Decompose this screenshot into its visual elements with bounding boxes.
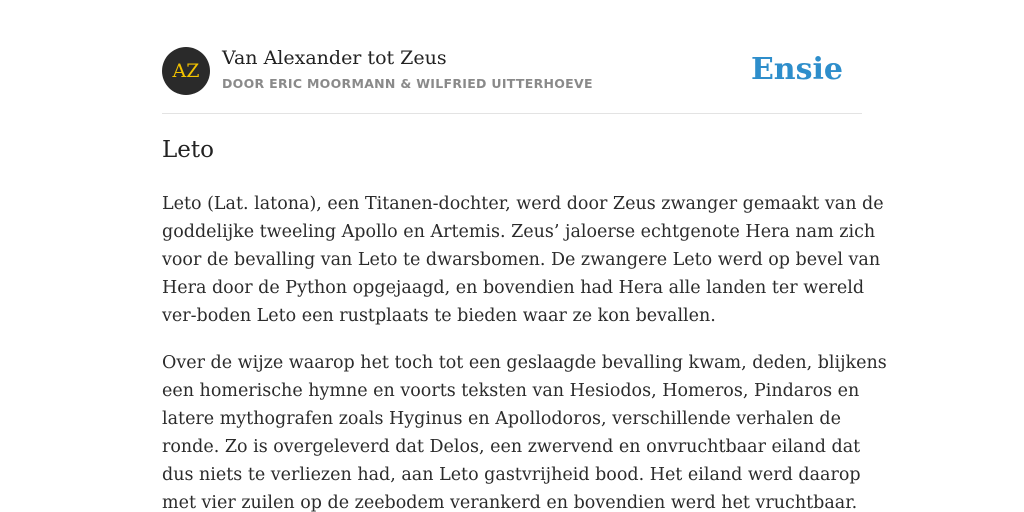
text-line: voor de bevalling van Leto te dwarsbomen. De zwangere Leto werd op bevel van bbox=[162, 250, 881, 270]
text-line: goddelijke tweeling Apollo en Artemis. Zeus’ jaloerse echtgenote Hera nam zich bbox=[162, 222, 876, 242]
text-line: ver-boden Leto een rustplaats te bieden waar ze kon bevallen. bbox=[162, 306, 716, 326]
paragraph bbox=[162, 190, 884, 330]
text-line: latere mythografen zoals Hyginus en Apollodoros, verschillende verhalen de bbox=[162, 409, 841, 429]
text-line: Leto (Lat. latona), een Titanen-dochter, werd door Zeus zwanger gemaakt van de bbox=[162, 194, 884, 214]
text-line: met vier zuilen op de zeebodem verankerd en bovendien werd het vruchtbaar. bbox=[162, 493, 858, 512]
entry-title: Leto bbox=[162, 137, 214, 163]
entry-body bbox=[162, 190, 887, 512]
header bbox=[162, 47, 862, 95]
book-title[interactable]: Van Alexander tot Zeus bbox=[222, 47, 447, 69]
text-line: Over de wijze waarop het toch tot een geslaagde bevalling kwam, deden, blijkens bbox=[162, 353, 887, 373]
book-avatar[interactable]: AZ bbox=[162, 47, 210, 95]
book-authors: DOOR ERIC MOORMANN & WILFRIED UITTERHOEVE bbox=[222, 76, 593, 91]
text-line: dus niets te verliezen had, aan Leto gastvrijheid bood. Het eiland werd daarop bbox=[162, 465, 861, 485]
paragraph bbox=[162, 349, 887, 512]
text-line: een homerische hymne en voorts teksten van Hesiodos, Homeros, Pindaros en bbox=[162, 381, 860, 401]
text-line: Hera door de Python opgejaagd, en bovendien had Hera alle landen ter wereld bbox=[162, 278, 865, 298]
text-line: ronde. Zo is overgeleverd dat Delos, een zwervend en onvruchtbaar eiland dat bbox=[162, 437, 861, 457]
ensie-logo[interactable]: Ensie bbox=[750, 52, 843, 87]
header-divider bbox=[162, 113, 862, 114]
